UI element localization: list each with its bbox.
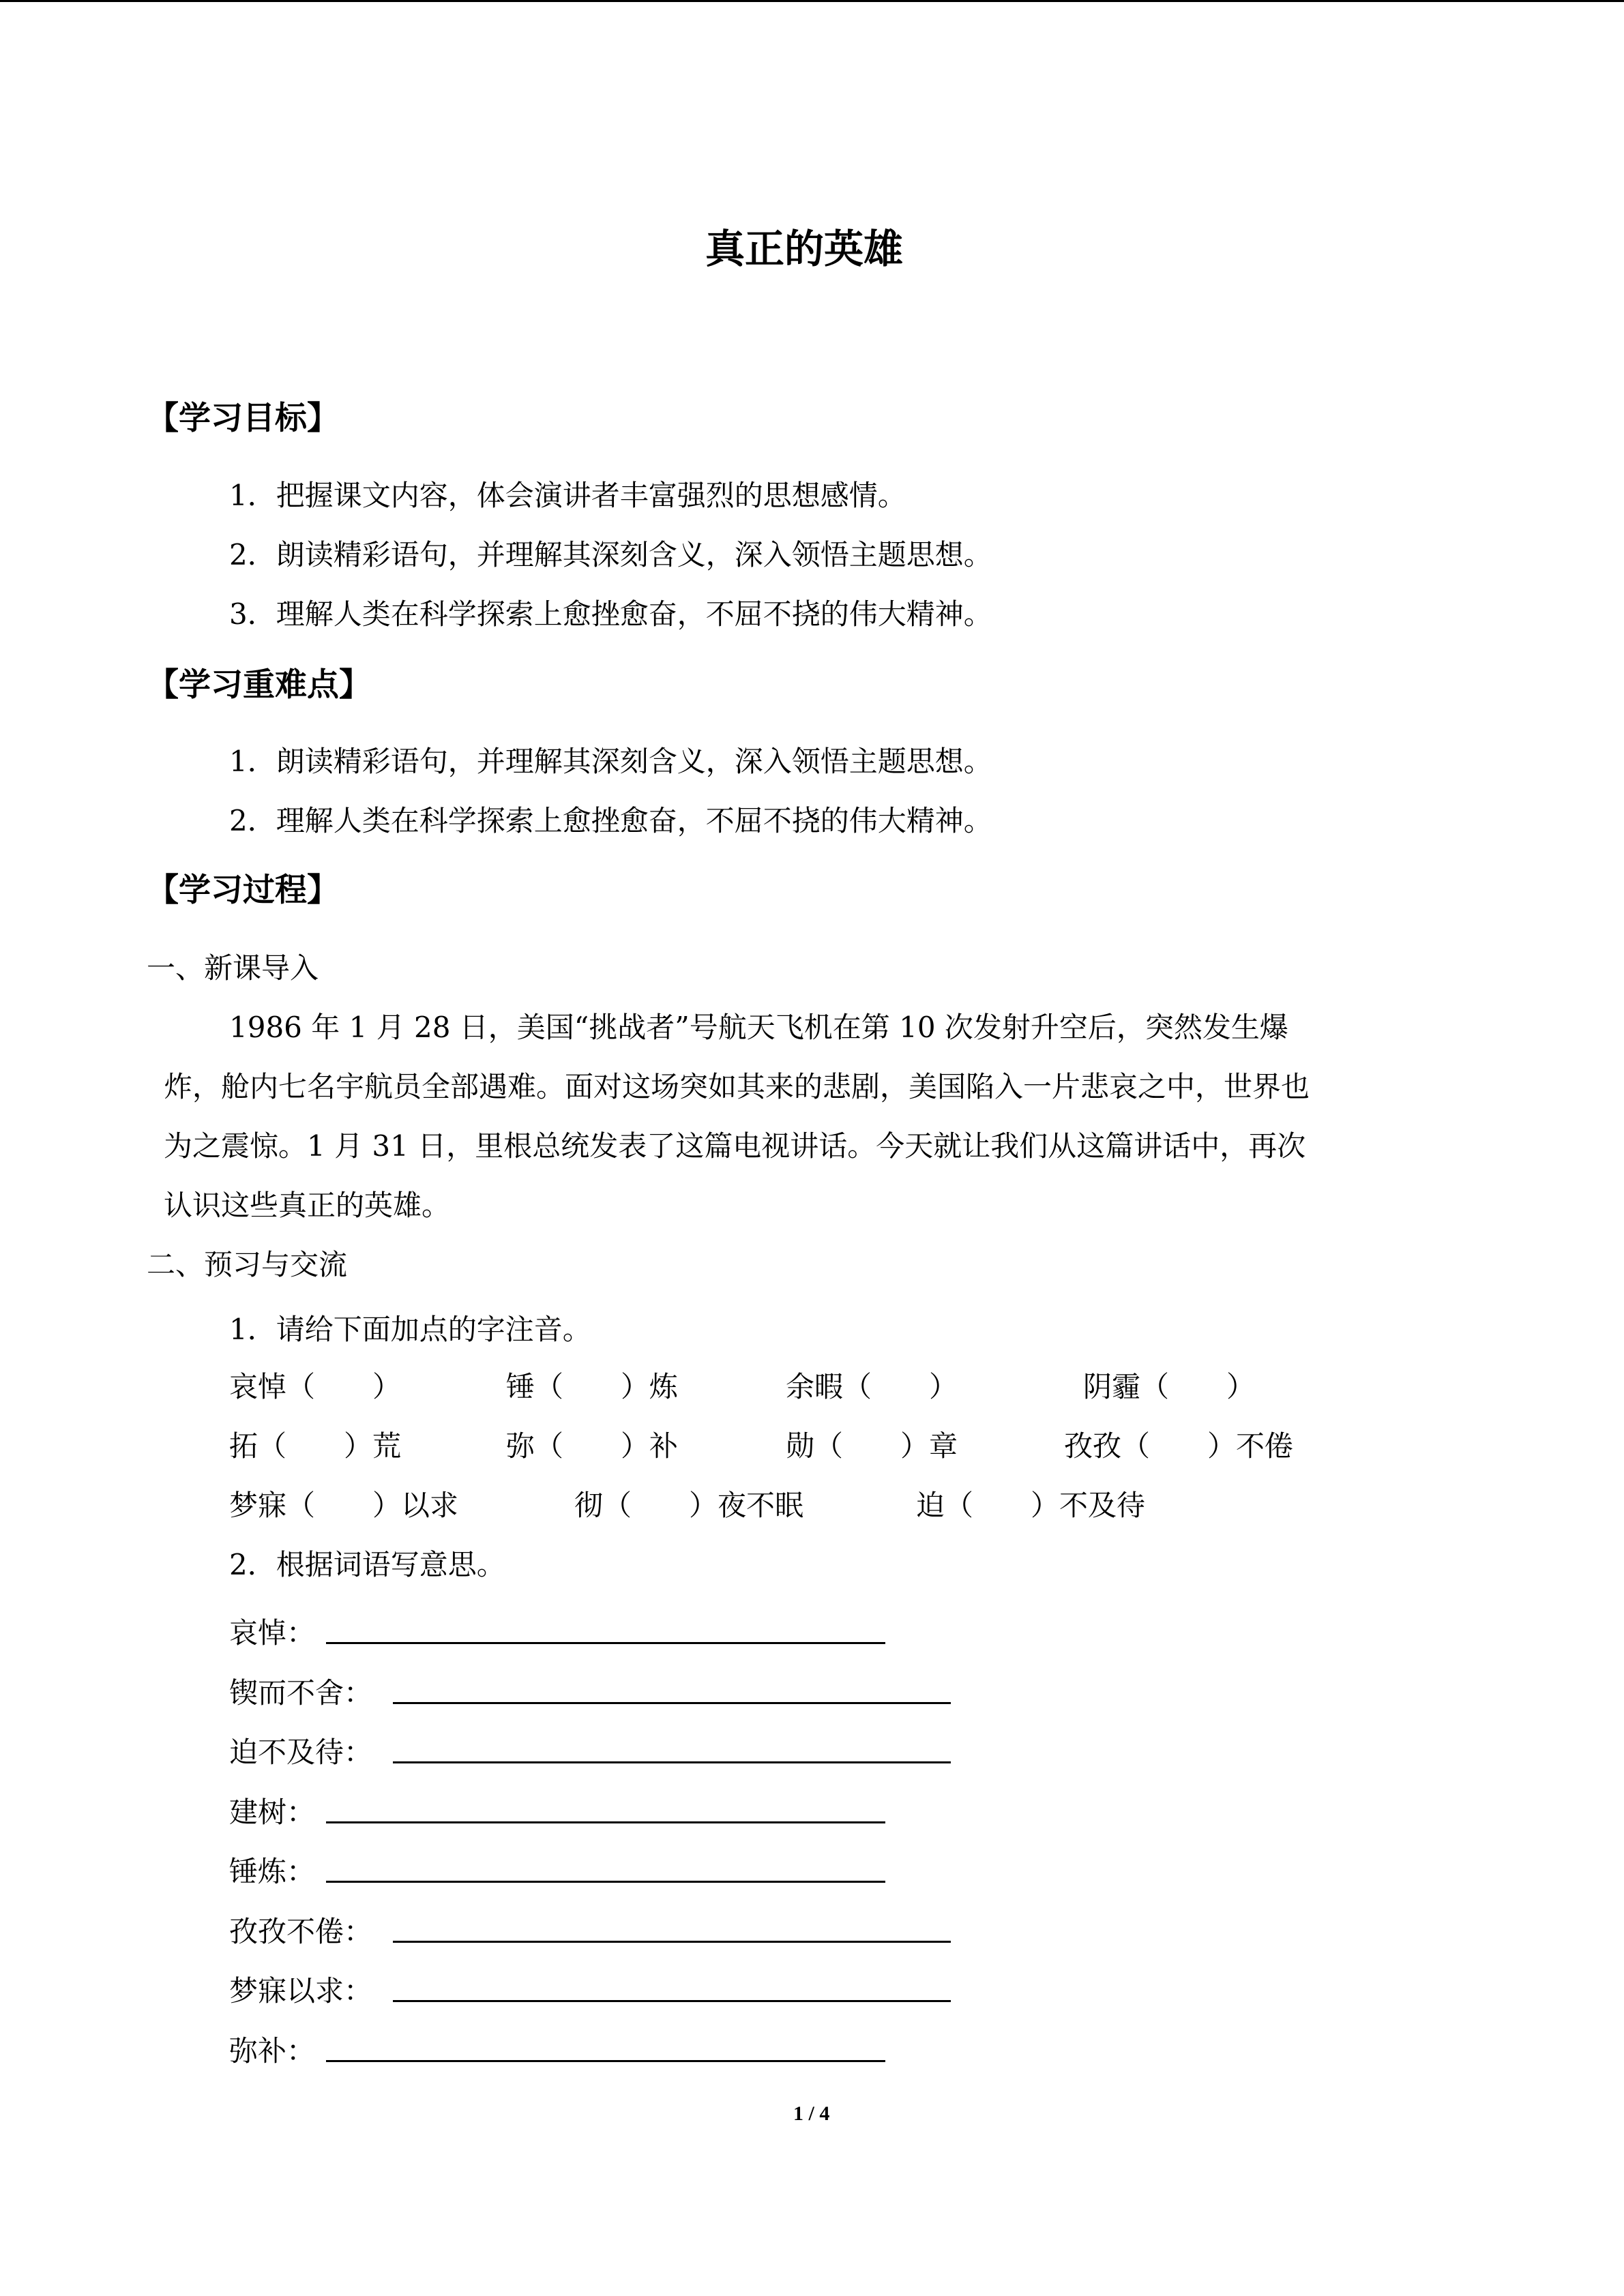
answer-line[interactable] bbox=[393, 1702, 951, 1704]
answer-line[interactable] bbox=[393, 2000, 951, 2002]
goal-item: 1．把握课文内容，体会演讲者丰富强烈的思想感情。 bbox=[229, 479, 906, 512]
answer-line[interactable] bbox=[326, 1881, 885, 1883]
answer-line[interactable] bbox=[326, 2060, 885, 2062]
section-heading-process: 【学习过程】 bbox=[147, 871, 339, 909]
pinyin-item: 彻（ ）夜不眠 bbox=[574, 1489, 804, 1522]
definition-label: 梦寐以求： bbox=[229, 1974, 373, 2008]
q2-prompt: 2．根据词语写意思。 bbox=[229, 1548, 505, 1581]
section-heading-goals: 【学习目标】 bbox=[147, 400, 339, 437]
pinyin-item: 阴霾（ ） bbox=[1083, 1370, 1256, 1403]
intro-paragraph-line: 认识这些真正的英雄。 bbox=[164, 1189, 451, 1222]
pinyin-item: 哀悼（ ） bbox=[229, 1370, 402, 1403]
key-point-item: 2．理解人类在科学探索上愈挫愈奋，不屈不挠的伟大精神。 bbox=[229, 804, 992, 837]
preview-heading: 二、预习与交流 bbox=[147, 1248, 348, 1281]
goal-item: 3．理解人类在科学探索上愈挫愈奋，不屈不挠的伟大精神。 bbox=[229, 597, 992, 631]
pinyin-item: 勋（ ）章 bbox=[786, 1429, 958, 1463]
intro-heading: 一、新课导入 bbox=[147, 951, 319, 985]
goal-item: 2．朗读精彩语句，并理解其深刻含义，深入领悟主题思想。 bbox=[229, 538, 992, 571]
pinyin-item: 锤（ ）炼 bbox=[506, 1370, 679, 1403]
answer-line[interactable] bbox=[326, 1642, 885, 1644]
pinyin-item: 弥（ ）补 bbox=[506, 1429, 679, 1463]
pinyin-item: 余暇（ ） bbox=[786, 1370, 958, 1403]
section-heading-key-points: 【学习重难点】 bbox=[147, 666, 371, 704]
pinyin-item: 梦寐（ ）以求 bbox=[229, 1489, 459, 1522]
answer-line[interactable] bbox=[393, 1761, 951, 1763]
q1-prompt: 1．请给下面加点的字注音。 bbox=[229, 1313, 591, 1346]
pinyin-item: 孜孜（ ）不倦 bbox=[1064, 1429, 1294, 1463]
intro-paragraph-line: 炸，舱内七名宇航员全部遇难。面对这场突如其来的悲剧，美国陷入一片悲哀之中，世界也 bbox=[164, 1070, 1310, 1103]
intro-paragraph-line: 为之震惊。1 月 31 日，里根总统发表了这篇电视讲话。今天就让我们从这篇讲话中，再次 bbox=[164, 1129, 1306, 1163]
page-number: 1 / 4 bbox=[793, 2102, 830, 2125]
page-title: 真正的英雄 bbox=[705, 226, 904, 272]
definition-label: 迫不及待： bbox=[229, 1735, 373, 1769]
answer-line[interactable] bbox=[326, 1821, 885, 1823]
key-point-item: 1．朗读精彩语句，并理解其深刻含义，深入领悟主题思想。 bbox=[229, 745, 992, 778]
answer-line[interactable] bbox=[393, 1941, 951, 1943]
definition-label: 锤炼： bbox=[229, 1855, 316, 1888]
pinyin-item: 迫（ ）不及待 bbox=[916, 1489, 1146, 1522]
definition-label: 锲而不舍： bbox=[229, 1676, 373, 1710]
top-border bbox=[0, 0, 1624, 2]
pinyin-item: 拓（ ）荒 bbox=[229, 1429, 402, 1463]
definition-label: 孜孜不倦： bbox=[229, 1915, 373, 1948]
definition-label: 哀悼： bbox=[229, 1616, 316, 1650]
definition-label: 弥补： bbox=[229, 2034, 316, 2068]
intro-paragraph-line: 1986 年 1 月 28 日，美国“挑战者”号航天飞机在第 10 次发射升空后，突然发生爆 bbox=[229, 1011, 1288, 1044]
definition-label: 建树： bbox=[229, 1795, 316, 1829]
